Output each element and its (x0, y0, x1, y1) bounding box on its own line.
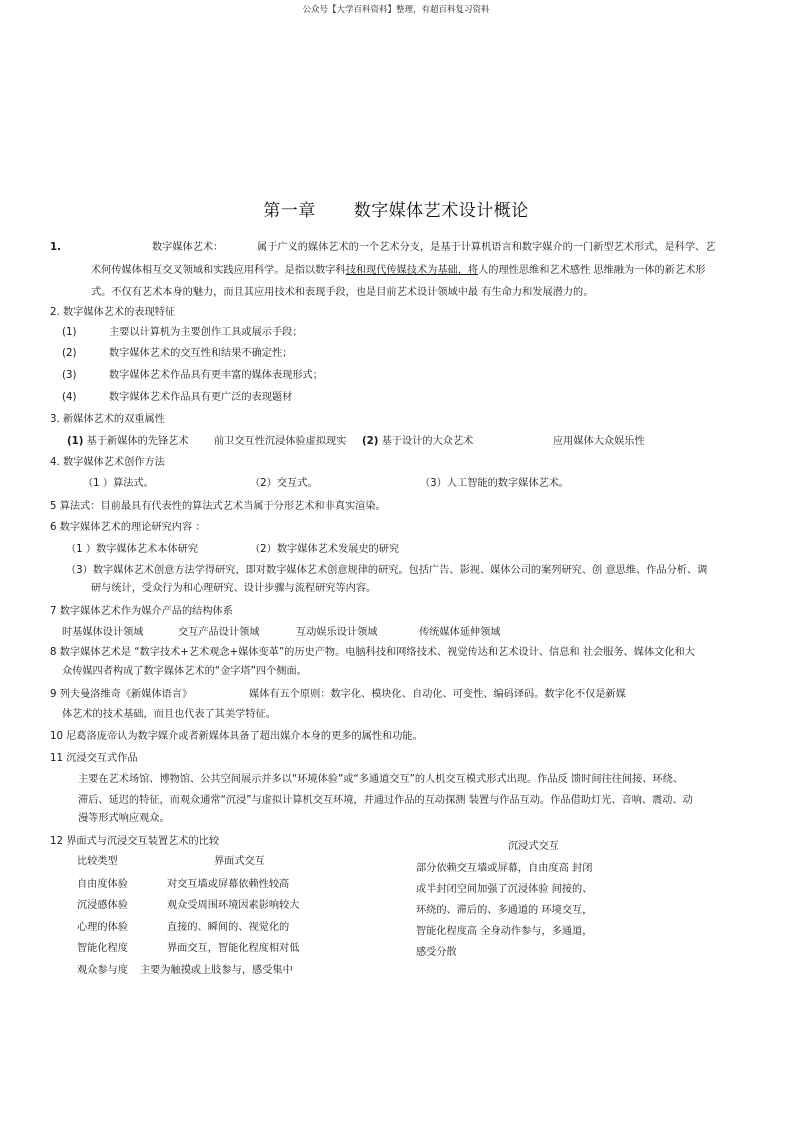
s2-item-4-num: (4) (62, 392, 77, 403)
s10-text: 10 尼葛洛庞帝认为数字媒介或者新媒体具备了超出媒介本身的更多的属性和功能。 (50, 731, 423, 742)
s12-row-1-value: 对交互墙或屏幕依赖性较高 (167, 879, 290, 890)
s2-item-2: 数字媒体艺术的交互性和结果不确定性； (109, 348, 293, 359)
s1-label: 数字媒体艺术： (152, 242, 224, 253)
s7-domain-1: 时基媒体设计领域 (62, 627, 144, 638)
s12-immersive-line1: 部分依赖交互墙或屏幕，自由度高 封闭 (416, 863, 593, 874)
s12-row-2-value: 观众受周围环境因素影响较大 (167, 900, 300, 911)
s11-heading: 11 沉浸交互式作品 (50, 753, 138, 764)
s1-number: 1. (50, 242, 61, 253)
s2-item-1: 主要以计算机为主要创作工具或展示手段； (109, 327, 303, 338)
s12-row-3-value: 直接的、瞬间的、视觉化的 (167, 922, 290, 933)
s12-immersive-line3: 环绕的、滞后的、多通道的 环境交互， (416, 905, 593, 916)
s7-domain-2: 交互产品设计领域 (178, 627, 260, 638)
s7-domain-4: 传统媒体延伸领域 (419, 627, 501, 638)
s3-point-2-detail: 应用媒体大众娱乐性 (553, 436, 645, 447)
s6-item-2: （2）数字媒体艺术发展史的研究 (250, 544, 400, 555)
s11-line1: 主要在艺术场馆、博物馆、公共空间展示并多以“环境体验”或“多通道交互”的人机交互模式形式出现。作品反 馈时间往往间接、环绕、 (78, 774, 684, 785)
s3-point-2: (2) 基于设计的大众艺术 (362, 436, 474, 447)
s12-col-type: 比较类型 (77, 856, 118, 867)
s12-row-4-value: 界面交互，智能化程度相对低 (167, 943, 300, 954)
s12-row-2-key: 沉浸感体验 (77, 900, 128, 911)
s2-item-1-num: (1) (62, 327, 77, 338)
s5-text: 5 算法式：目前最具有代表性的算法式艺术当属于分形艺术和非真实渲染。 (50, 501, 386, 512)
s8-line2: 众传媒四者构成了数字媒体艺术的“金字塔”四个侧面。 (62, 666, 307, 677)
s12-col-interface: 界面式交互 (214, 856, 265, 867)
s2-item-3-num: (3) (62, 370, 77, 381)
s3-point-1-detail: 前卫交互性沉浸体验虚拟现实 (214, 436, 347, 447)
s9-principles: 媒体有五个原则：数字化、模块化、自动化、可变性、编码译码。数字化不仅是新媒 (249, 689, 626, 700)
s11-line2: 滞后、延迟的特征，而观众通常“沉浸”与虚拟计算机交互环境，并通过作品的互动探测 装置与作品互动。作品借助灯光、音响、震动、动 (78, 795, 693, 806)
s4-method-3: （3）人工智能的数字媒体艺术。 (420, 478, 570, 489)
s4-heading: 4. 数字媒体艺术创作方法 (50, 457, 165, 468)
s6-item-3-line1: （3）数字媒体艺术创意方法学得研究，即对数字媒体艺术创意规律的研究。包括广告、影视、媒体公司的案列研究、创 意思维、作品分析、调 (66, 565, 708, 576)
s3-heading: 3. 新媒体艺术的双重属性 (50, 414, 165, 425)
s12-col-immersive: 沉浸式交互 (508, 841, 559, 852)
s7-heading: 7 数字媒体艺术作为媒介产品的结构体系 (50, 606, 233, 617)
chapter-name: 数字媒体艺术设计概论 (353, 201, 529, 221)
s6-heading: 6 数字媒体艺术的理论研究内容 ： (50, 522, 206, 533)
page-header: 公众号【大学百科资料】整理，有超百科复习资料 (302, 5, 490, 15)
s6-item-1: （1 ）数字媒体艺术本体研究 (66, 544, 198, 555)
chapter-number: 第一章 (263, 201, 316, 221)
s8-line1: 8 数字媒体艺术是 “数字技术+艺术观念+媒体变革”的历史产物。电脑科技和网络技术、视觉传达和艺术设计、信息和 社会服务、媒体文化和大 (50, 647, 695, 658)
s1-text-line1: 属于广义的媒体艺术的一个艺术分支，是基于计算机语言和数字媒介的一门新型艺术形式，是科学、艺 (257, 242, 716, 253)
s1-text-line3: 式。不仅有艺术本身的魅力，而且其应用技术和表现手段，也是目前艺术设计领域中最 有生命力和发展潜力的。 (91, 287, 594, 298)
s2-heading: 2. 数字媒体艺术的表现特征 (50, 307, 176, 318)
s12-row-4-key: 智能化程度 (77, 943, 128, 954)
s4-method-1: （1 ）算法式。 (83, 478, 154, 489)
s4-method-2: （2）交互式。 (250, 478, 318, 489)
s12-immersive-line4: 智能化程度高 全身动作参与，多通道， (416, 926, 593, 937)
s11-line3: 漫等形式响应观众。 (78, 813, 170, 824)
s7-domain-3: 互动娱乐设计领域 (296, 627, 378, 638)
s2-item-4: 数字媒体艺术作品具有更广泛的表现题材 (109, 392, 293, 403)
s9-source: 9 列夫曼洛维奇《新媒体语言》 (50, 689, 193, 700)
s2-item-2-num: (2) (62, 348, 77, 359)
s1-text-line2: 术何传媒体相互交叉领域和实践应用科学。是指以数字科技和现代传媒技术为基础，将人的理性思维和艺术感性 思维融为一体的新艺术形 (91, 265, 706, 276)
s12-row-5-key: 观众参与度 (77, 965, 128, 976)
chapter-title (0, 196, 792, 221)
s12-heading: 12 界面式与沉浸交互装置艺术的比较 (50, 836, 220, 847)
s6-item-3-line2: 研与统计，受众行为和心理研究、设计步骤与流程研究等内容。 (91, 583, 377, 594)
s12-row-1-key: 自由度体验 (77, 879, 128, 890)
s2-item-3: 数字媒体艺术作品具有更丰富的媒体表现形式； (109, 370, 323, 381)
s12-row-5-value: 主要为触摸或上肢参与，感受集中 (140, 965, 293, 976)
s3-point-1: (1) 基于新媒体的先锋艺术 (67, 436, 189, 447)
s12-immersive-line5: 感受分散 (416, 947, 457, 958)
s9-line2: 体艺术的技术基础，而且也代表了其美学特征。 (62, 709, 276, 720)
s12-row-3-key: 心理的体验 (77, 922, 128, 933)
s12-immersive-line2: 或半封闭空间加强了沉浸体验 间接的、 (416, 884, 593, 895)
